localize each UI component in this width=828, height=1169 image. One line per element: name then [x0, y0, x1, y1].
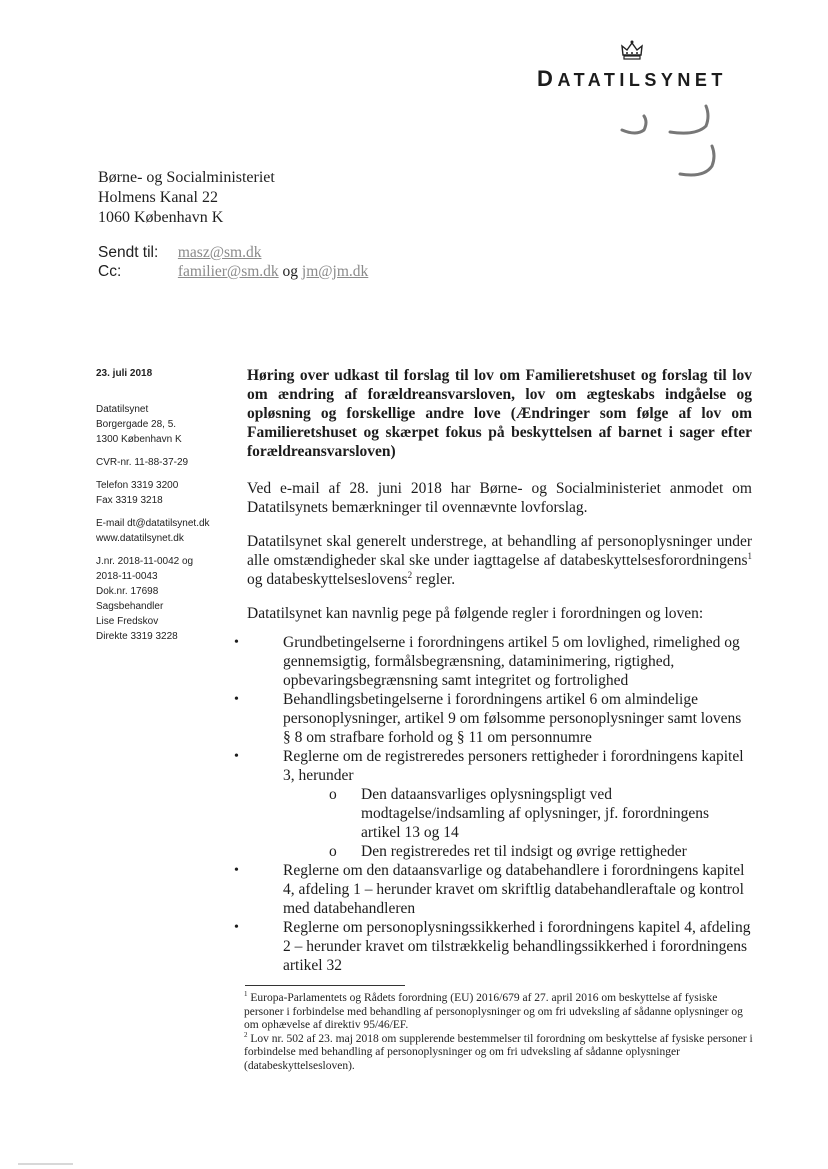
cc-label: Cc:	[98, 263, 122, 280]
recipient-address	[98, 168, 275, 228]
phone-fax	[96, 478, 246, 508]
phone: Telefon 3319 3200	[96, 480, 179, 491]
footnote-ref-2: 2	[407, 569, 413, 580]
crown-icon	[620, 40, 644, 62]
bullet-marker: •	[234, 749, 239, 764]
sub-bullet-marker: o	[329, 786, 337, 803]
footnote-2: $^2$ Lov nr. 502 af 23. maj 2018 om supplerende bestemmelser til forordning om beskyttelse af fysiske personer i forbindelse med behandling af personoplysninger og om fri udveksling af sådanne oplysninger (databeskyttelsesloven).	[244, 1030, 753, 1072]
scan-edge-mark	[18, 1163, 73, 1165]
direct-phone: Direkte 3319 3228	[96, 631, 178, 642]
case-info	[96, 554, 246, 644]
sender-address	[96, 402, 246, 447]
letter-subject: Høring over udkast til forslag til lov om Familieretshuset og forslag til lov om ændring af forældreansvarsloven, lov om ægteskabs indgåelse og opløsning og forskellige andre love (Ændringer som følge af lov om Familieretshuset og skærpet fokus på beskyttelsen af barnet i sager efter forældreansvarsloven)	[247, 367, 752, 460]
list-item: • Reglerne om personoplysningssikkerhed i forordningens kapitel 4, afdeling 2 – herunder kravet om tilstrækkelig behandlingssikkerhed i forordningens artikel 32	[234, 919, 751, 974]
sub-list-item: o Den dataansvarliges oplysningspligt ved modtagelse/indsamling af oplysninger, jf. forordningens artikel 13 og 14	[329, 786, 710, 841]
sender-website: www.datatilsynet.dk	[96, 533, 184, 544]
handwritten-marks	[600, 102, 730, 182]
list-item: • Reglerne om de registreredes personers rettigheder i forordningens kapitel 3, herunder o Den dataansvarliges oplysningspligt ved modtagelse/indsamling af oplysninger, jf. forordningens artikel 13 og 14 o Den registreredes ret til indsigt og øvrige rettigheder	[247, 747, 752, 861]
sender-email: E-mail dt@datatilsynet.dk	[96, 518, 210, 529]
footnote-divider	[245, 985, 405, 986]
email-web	[96, 516, 246, 546]
journal-number-1: J.nr. 2018-11-0042 og	[96, 556, 194, 567]
sender-org: Datatilsynet	[96, 404, 149, 415]
sent-to-label: Sendt til:	[98, 244, 159, 261]
sub-list-item: o Den registreredes ret til indsigt og øvrige rettigheder	[329, 843, 687, 860]
list-item: • Grundbetingelserne i forordningens artikel 5 om lovlighed, rimelighed og gennemsigtig, formålsbegrænsning, dataminimering, rigtighed, opbevaringsbegrænsning samt integritet og fortrolighed	[234, 634, 740, 689]
bullet-marker: •	[234, 920, 239, 935]
cc-email-link-1[interactable]: familier@sm.dk	[177, 263, 279, 280]
sent-to-email-link[interactable]: masz@sm.dk	[177, 244, 262, 261]
recipient-name: Børne- og Socialministeriet	[98, 169, 275, 186]
footnotes	[244, 992, 754, 1073]
fax: Fax 3319 3218	[96, 495, 163, 506]
cc-connector: og	[282, 263, 299, 280]
bullet-marker: •	[234, 863, 239, 878]
letter-date: 23. juli 2018	[96, 368, 153, 379]
list-item: • Behandlingsbetingelserne i forordningens artikel 6 om almindelige personoplysninger, artikel 9 om følsomme personoplysninger samt lovens § 8 om strafbare forhold og § 11 om personnumre	[234, 691, 742, 746]
list-item: • Reglerne om den dataansvarlige og databehandlere i forordningens kapitel 4, afdeling 1 – herunder kravet om skriftlig databehandleraftale og kontrol med databehandleren	[234, 862, 745, 917]
case-handler-name: Lise Fredskov	[96, 616, 159, 627]
paragraph-3: Datatilsynet kan navnlig pege på følgende regler i forordningen og loven:	[247, 605, 704, 622]
sender-sidebar	[96, 366, 246, 652]
sub-list	[283, 785, 752, 861]
logo-wordmark: DATATILSYNET	[537, 66, 727, 91]
recipient-street: Holmens Kanal 22	[98, 189, 218, 206]
paragraph-2: Datatilsynet skal generelt understrege, at behandling af personoplysninger under alle omstændigheder skal ske under iagttagelse af databeskyttelsesforordningens$^1$ og databeskyttelseslovens$^2$ regler.	[247, 533, 752, 588]
footnote-1: $^1$ Europa-Parlamentets og Rådets forordning (EU) 2016/679 af 27. april 2016 om beskyttelse af fysiske personer i forbindelse med behandling af personoplysninger og om fri udveksling af sådanne oplysninger og om ophævelse af direktiv 95/46/EF.	[244, 990, 743, 1031]
bullet-marker: •	[234, 692, 239, 707]
cvr-number: CVR-nr. 11-88-37-29	[96, 457, 189, 468]
sender-street: Borgergade 28, 5.	[96, 419, 177, 430]
rules-list	[234, 633, 752, 975]
bullet-marker: •	[234, 635, 239, 650]
case-handler-label: Sagsbehandler	[96, 601, 164, 612]
sender-city: 1300 København K	[96, 434, 182, 445]
journal-number-2: 2018-11-0043	[96, 571, 158, 582]
datatilsynet-logo	[522, 40, 742, 92]
footnote-ref-1: 1	[747, 550, 752, 561]
cc-email-link-2[interactable]: jm@jm.dk	[301, 263, 369, 280]
document-number: Dok.nr. 17698	[96, 586, 159, 597]
letter-body	[234, 366, 752, 975]
distribution-block	[98, 243, 368, 281]
sub-bullet-marker: o	[329, 843, 337, 860]
paragraph-1: Ved e-mail af 28. juni 2018 har Børne- og Socialministeriet anmodet om Datatilsynets bemærkninger til ovennævnte lovforslag.	[247, 480, 752, 516]
recipient-city: 1060 København K	[98, 209, 224, 226]
